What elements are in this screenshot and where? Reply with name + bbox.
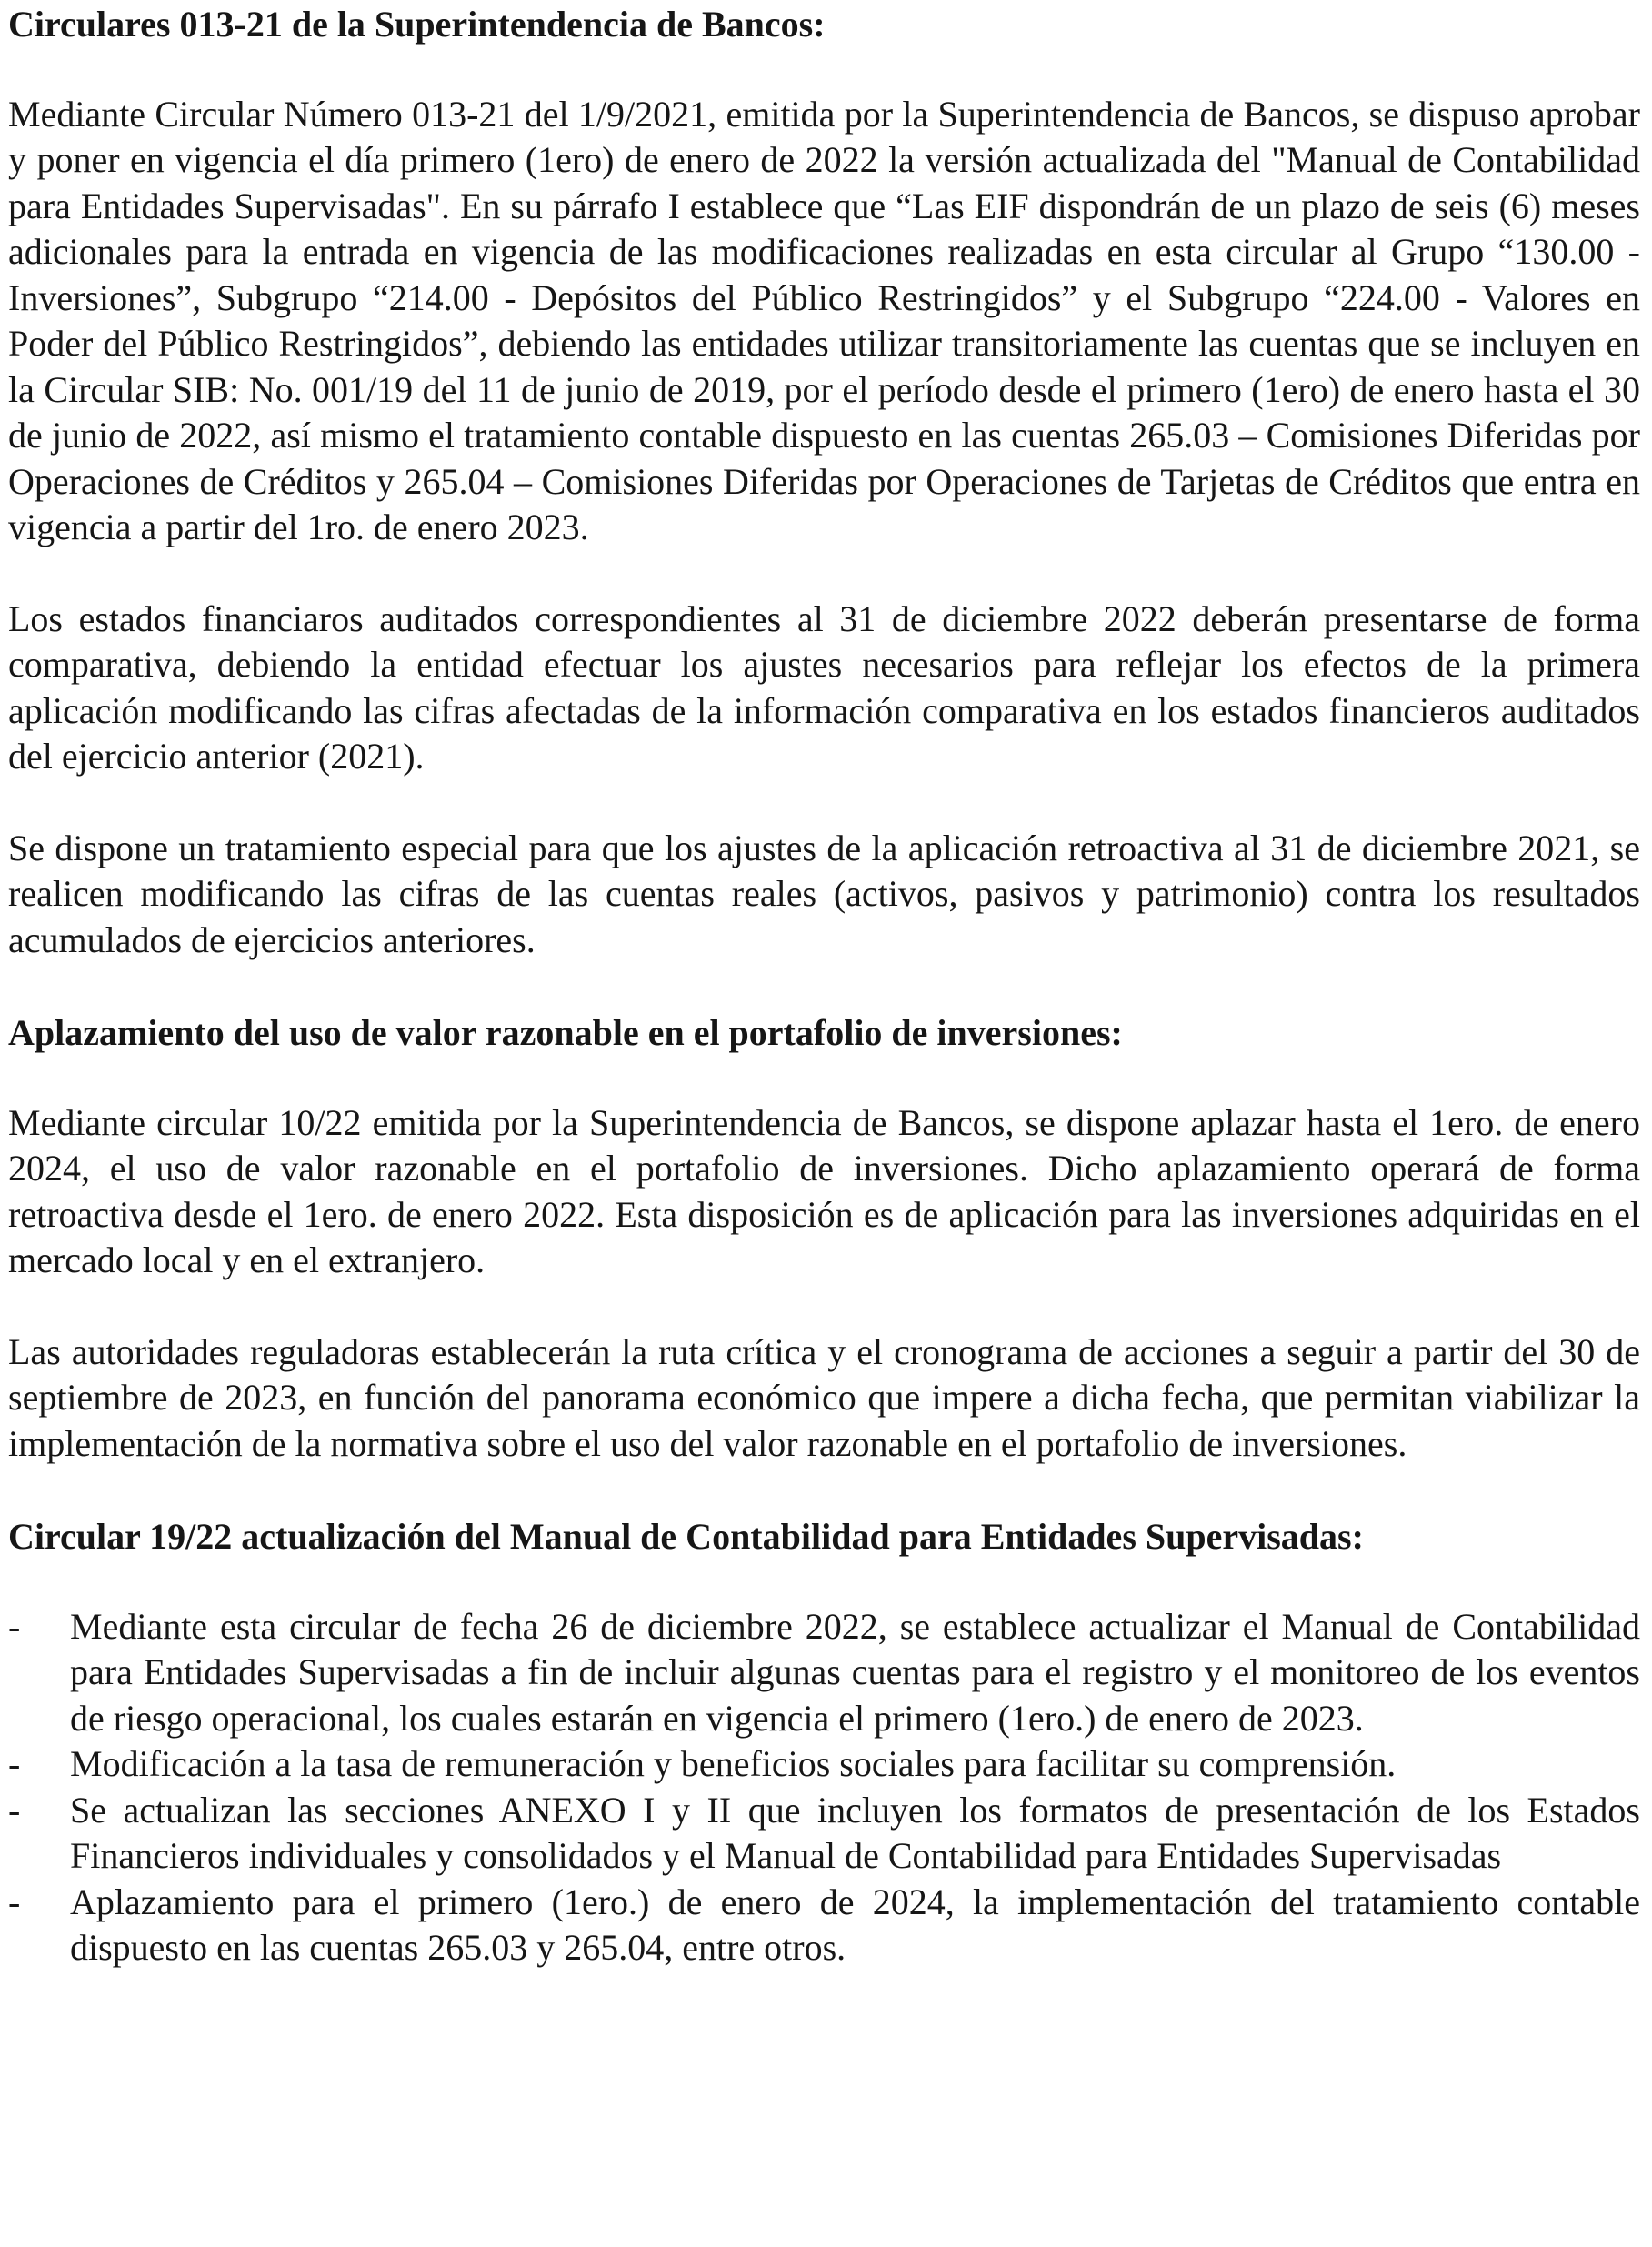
list-item-text: Modificación a la tasa de remuneración y beneficios sociales para facilitar su comprensión. xyxy=(70,1743,1397,1784)
section-circular-19-22 xyxy=(8,1512,1640,1971)
list-item xyxy=(8,1788,1640,1880)
paragraph: Los estados financiaros auditados correspondientes al 31 de diciembre 2022 deberán presentarse de forma comparativa, debiendo la entidad efectuar los ajustes necesarios para reflejar los efectos de la primera aplicación modificando las cifras afectadas de la información comparativa en los estados financieros auditados del ejercicio anterior (2021). xyxy=(8,597,1640,777)
section-heading: Circulares 013-21 de la Superintendencia de Bancos: xyxy=(8,4,826,45)
paragraph: Se dispone un tratamiento especial para que los ajustes de la aplicación retroactiva al 31 de diciembre 2021, se realicen modificando las cifras de las cuentas reales (activos, pasivos y patrimonio) contra los resultados acumulados de ejercicios anteriores. xyxy=(8,827,1640,960)
list-item-text: Aplazamiento para el primero (1ero.) de enero de 2024, la implementación del tratamiento contable dispuesto en las cuentas 265.03 y 265.04, entre otros. xyxy=(70,1881,1640,1968)
paragraph: Las autoridades reguladoras establecerán la ruta crítica y el cronograma de acciones a seguir a partir del 30 de septiembre de 2023, en función del panorama económico que impere a dicha fecha, que permitan viabilizar la implementación de la normativa sobre el uso del valor razonable en el portafolio de inversiones. xyxy=(8,1330,1640,1464)
list-item xyxy=(8,1604,1640,1742)
section-heading: Circular 19/22 actualización del Manual de Contabilidad para Entidades Supervisadas: xyxy=(8,1516,1364,1557)
dash-bullet-icon: - xyxy=(8,1881,21,1922)
dash-bullet-icon: - xyxy=(8,1789,21,1831)
section-circulares-013-21 xyxy=(8,0,1640,963)
document-page xyxy=(8,0,1640,1971)
list-item-text: Mediante esta circular de fecha 26 de diciembre 2022, se establece actualizar el Manual de Contabilidad para Entidades Supervisadas a fin de incluir algunas cuentas para el registro y el monitoreo de los eventos de riesgo operacional, los cuales estarán en vigencia el primero (1ero.) de enero de 2023. xyxy=(70,1605,1640,1739)
list-item xyxy=(8,1880,1640,1971)
bullet-list xyxy=(8,1604,1640,1971)
section-aplazamiento-valor-razonable xyxy=(8,1008,1640,1467)
paragraph: Mediante Circular Número 013-21 del 1/9/2021, emitida por la Superintendencia de Bancos, se dispuso aprobar y poner en vigencia el día primero (1ero) de enero de 2022 la versión actualizada del "Manual de Contabilidad para Entidades Supervisadas". En su párrafo I establece que “Las EIF dispondrán de un plazo de seis (6) meses adicionales para la entrada en vigencia de las modificaciones realizadas en esta circular al Grupo “130.00 - Inversiones”, Subgrupo “214.00 - Depósitos del Público Restringidos” y el Subgrupo “224.00 - Valores en Poder del Público Restringidos”, debiendo las entidades utilizar transitoriamente las cuentas que se incluyen en la Circular SIB: No. 001/19 del 11 de junio de 2019, por el período desde el primero (1ero) de enero hasta el 30 de junio de 2022, así mismo el tratamiento contable dispuesto en las cuentas 265.03 – Comisiones Diferidas por Operaciones de Créditos y 265.04 – Comisiones Diferidas por Operaciones de Tarjetas de Créditos que entra en vigencia a partir del 1ro. de enero 2023. xyxy=(8,93,1640,547)
dash-bullet-icon: - xyxy=(8,1605,21,1647)
dash-bullet-icon: - xyxy=(8,1743,21,1784)
paragraph: Mediante circular 10/22 emitida por la Superintendencia de Bancos, se dispone aplazar hasta el 1ero. de enero 2024, el uso de valor razonable en el portafolio de inversiones. Dicho aplazamiento operará de forma retroactiva desde el 1ero. de enero 2022. Esta disposición es de aplicación para las inversiones adquiridas en el mercado local y en el extranjero. xyxy=(8,1101,1640,1280)
list-item-text: Se actualizan las secciones ANEXO I y II que incluyen los formatos de presentación de los Estados Financieros individuales y consolidados y el Manual de Contabilidad para Entidades Supervisadas xyxy=(70,1789,1640,1876)
list-item xyxy=(8,1741,1640,1788)
section-heading: Aplazamiento del uso de valor razonable en el portafolio de inversiones: xyxy=(8,1012,1123,1053)
